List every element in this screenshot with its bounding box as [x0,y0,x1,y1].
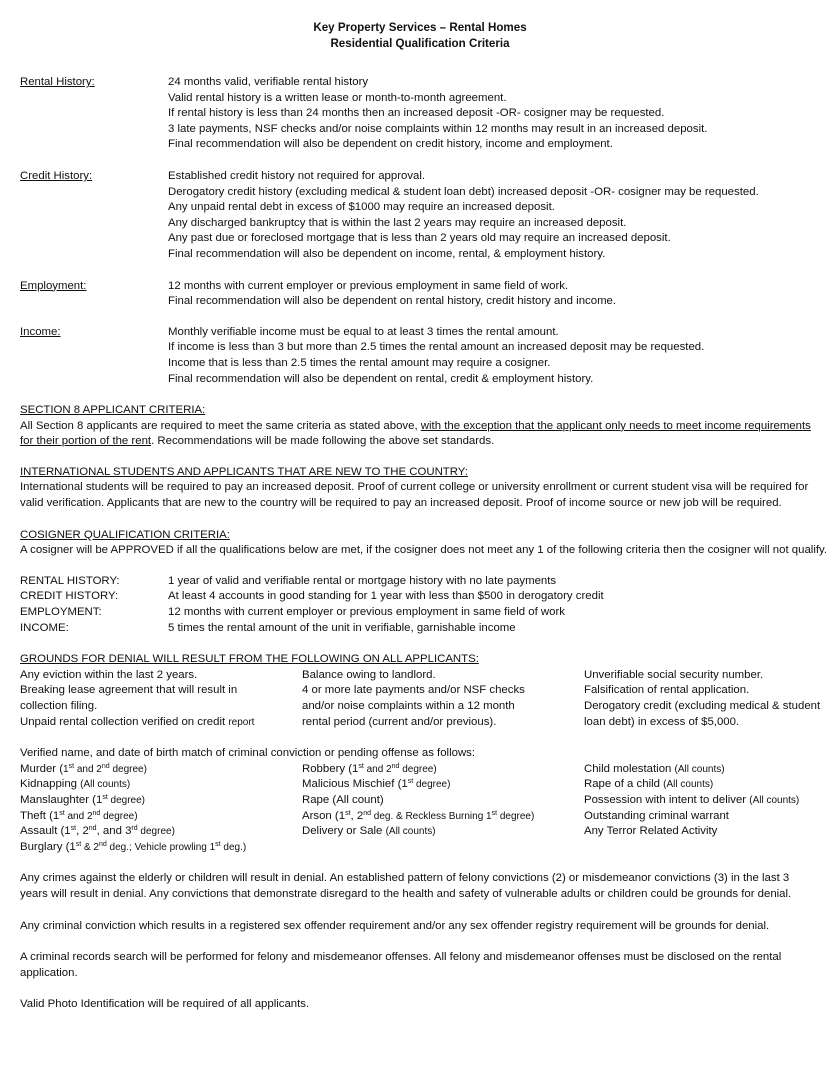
credit-history-line: Established credit history not required for approval. [168,169,426,182]
denial-line-part: Unpaid rental collection verified on credit [20,715,229,728]
offense-rape: Rape (All count) [302,793,384,806]
offense-theft: Theft (1st and 2nd degree) [20,809,138,822]
employment-label: Employment: [20,279,87,292]
cosigner-item-value: At least 4 accounts in good standing for 1 year with less than $500 in derogatory credit [168,590,604,603]
document-title [20,20,820,52]
denial-line: rental period (current and/or previous). [302,715,497,728]
cosigner-item-value: 12 months with current employer or previous employment in same field of work [168,606,565,619]
cosigner-item [20,589,820,605]
denial-heading: GROUNDS FOR DENIAL WILL RESULT FROM THE FOLLOWING ON ALL APPLICANTS: [20,653,479,666]
criminal-column-3 [584,762,820,856]
document-page [20,20,828,1013]
denial-section [20,652,820,730]
cosigner-item-value: 1 year of valid and verifiable rental or mortgage history with no late payments [168,574,557,587]
offense-robbery: Robbery (1st and 2nd degree) [302,762,437,775]
title-line-2: Residential Qualification Criteria [330,37,510,50]
offense-kidnapping: Kidnapping (All counts) [20,778,131,791]
cosigner-item-label: CREDIT HISTORY: [20,590,119,603]
cosigner-item-value: 5 times the rental amount of the unit in verifiable, garnishable income [168,621,516,634]
section8-text-start: All Section 8 applicants are required to meet the same criteria as stated above, [20,419,421,432]
offense-rape-of-child: Rape of a child (All counts) [584,778,714,791]
cosigner-heading: COSIGNER QUALIFICATION CRITERIA: [20,528,230,541]
cosigner-item [20,605,820,621]
criminal-column-2 [302,762,584,856]
offense-malicious-mischief: Malicious Mischief (1st degree) [302,778,451,791]
denial-column-2 [302,668,584,730]
offense-assault: Assault (1st, 2nd, and 3rd degree) [20,825,175,838]
criminal-column-1 [20,762,302,856]
denial-line: Any eviction within the last 2 years. [20,668,198,681]
income-section [20,325,820,387]
credit-history-line: Final recommendation will also be dependent on income, rental, & employment history. [168,247,606,260]
denial-line: Unverifiable social security number. [584,668,764,681]
international-text: International students will be required to pay an increased deposit. Proof of current college or university enrollment or current student visa will be required for valid verification. Applicants that are new to the country will be required to pay an increased deposit. Proof of income source or new job will be required. [20,481,809,510]
rental-history-line: 3 late payments, NSF checks and/or noise complaints within 12 months may result in an increased deposit. [168,122,708,135]
credit-history-line: Derogatory credit history (excluding medical & student loan debt) increased deposit -OR- cosigner may be requested. [168,185,759,198]
employment-section [20,279,820,310]
cosigner-item-label: RENTAL HISTORY: [20,574,120,587]
offense-murder: Murder (1st and 2nd degree) [20,762,147,775]
rental-history-line: 24 months valid, verifiable rental history [168,76,369,88]
credit-history-line: Any unpaid rental debt in excess of $1000 may require an increased deposit. [168,201,555,214]
income-line: Income that is less than 2.5 times the rental amount may require a cosigner. [168,356,551,369]
denial-line: collection filing. [20,700,98,712]
international-heading: INTERNATIONAL STUDENTS AND APPLICANTS THAT ARE NEW TO THE COUNTRY: [20,465,468,478]
section8-text [20,419,820,450]
cosigner-item-label: EMPLOYMENT: [20,606,102,619]
denial-line: Falsification of rental application. [584,684,750,697]
income-line: Final recommendation will also be dependent on rental, credit & employment history. [168,372,594,385]
section8-section [20,403,820,450]
denial-line: and/or noise complaints within a 12 month [302,700,515,712]
offense-child-molestation: Child molestation (All counts) [584,762,725,775]
section8-heading: SECTION 8 APPLICANT CRITERIA: [20,404,206,417]
closing-paragraph: Any criminal conviction which results in a registered sex offender requirement and/or any sex offender registry requirement will be grounds for denial. [20,919,770,932]
title-line-1: Key Property Services – Rental Homes [313,21,527,34]
closing-paragraph: Any crimes against the elderly or children will result in denial. An established pattern of felony convictions (2) or misdemeanor convictions (3) in the last 3 years will result in denial. Any convictions that demonstrate disregard to the health and safety of vulnerable adults or children could be grounds for denial. [20,872,792,900]
offense-arson: Arson (1st, 2nd deg. & Reckless Burning 1st degree) [302,809,535,822]
rental-history-line: Final recommendation will also be dependent on credit history, income and employment. [168,138,613,151]
credit-history-line: Any discharged bankruptcy that is within the last 2 years may require an increased deposit. [168,216,627,229]
rental-history-line: If rental history is less than 24 months then an increased deposit -OR- cosigner may be requested. [168,107,665,120]
rental-history-label: Rental History: [20,76,95,88]
cosigner-item [20,621,820,637]
rental-history-line: Valid rental history is a written lease or month-to-month agreement. [168,91,507,104]
offense-terror: Any Terror Related Activity [584,825,718,838]
denial-column-1 [20,668,302,730]
income-line: If income is less than 3 but more than 2.5 times the rental amount an increased deposit may be requested. [168,341,705,354]
offense-manslaughter: Manslaughter (1st degree) [20,793,146,806]
offense-warrant: Outstanding criminal warrant [584,809,729,822]
denial-column-3 [584,668,820,730]
rental-history-section [20,75,820,153]
credit-history-label: Credit History: [20,169,93,182]
cosigner-item [20,574,820,590]
employment-line: Final recommendation will also be dependent on rental history, credit history and income. [168,295,617,308]
denial-line: loan debt) in excess of $5,000. [584,715,740,728]
credit-history-section [20,169,820,263]
offense-burglary: Burglary (1st & 2nd deg.; Vehicle prowling 1st deg.) [20,840,247,853]
denial-line: Breaking lease agreement that will result in [20,684,238,697]
offense-possession: Possession with intent to deliver (All counts) [584,793,800,806]
credit-history-line: Any past due or foreclosed mortgage that is less than 2 years old may require an increased deposit. [168,232,671,245]
criminal-intro: Verified name, and date of birth match of criminal conviction or pending offense as follows: [20,747,476,760]
denial-line: Derogatory credit (excluding medical & student [584,700,821,712]
denial-line: Balance owing to landlord. [302,668,436,681]
denial-line [20,715,302,731]
criminal-section [20,746,820,855]
income-label: Income: [20,325,61,338]
cosigner-section [20,528,828,637]
cosigner-item-label: INCOME: [20,621,69,634]
international-section [20,465,820,512]
closing-paragraph: A criminal records search will be performed for felony and misdemeanor offenses. All felony and misdemeanor offenses must be disclosed on the rental application. [20,951,782,979]
income-line: Monthly verifiable income must be equal to at least 3 times the rental amount. [168,325,559,338]
closing-paragraph: Valid Photo Identification will be required of all applicants. [20,998,310,1011]
offense-delivery: Delivery or Sale (All counts) [302,825,436,838]
section8-text-end: . Recommendations will be made following the above set standards. [151,435,495,448]
denial-line-part: report [228,716,255,728]
employment-line: 12 months with current employer or previous employment in same field of work. [168,279,569,292]
denial-line: 4 or more late payments and/or NSF checks [302,684,525,697]
section8-text-underlined: with the exception that the applicant only needs to meet income requirements for their portion of the rent [20,419,811,448]
cosigner-text: A cosigner will be APPROVED if all the qualifications below are met, if the cosigner does not meet any 1 of the following criteria then the cosigner will not qualify. [20,544,828,557]
